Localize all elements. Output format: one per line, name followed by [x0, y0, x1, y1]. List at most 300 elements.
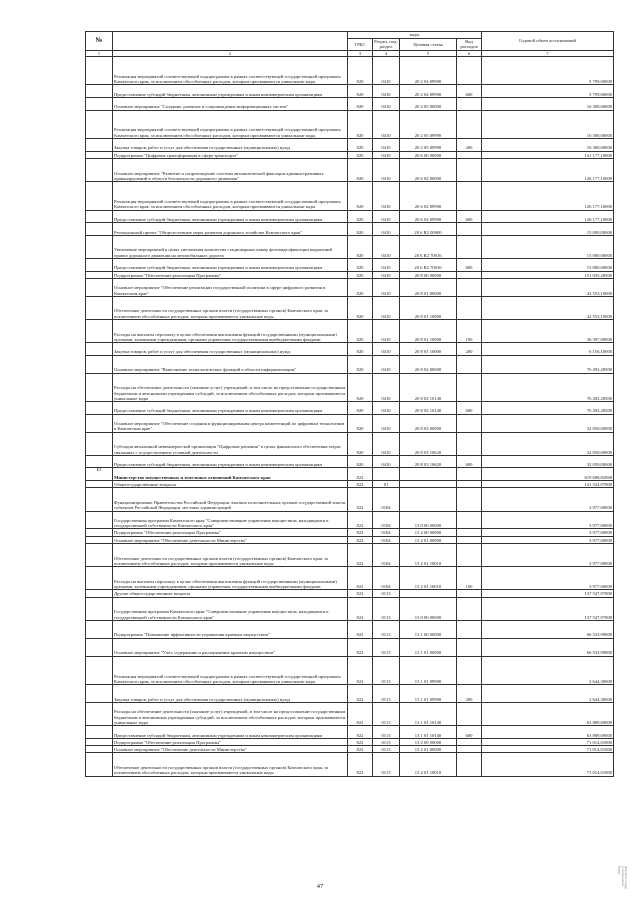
row-number [86, 402, 113, 415]
row-expense-type: 600 [457, 85, 482, 98]
row-number [86, 590, 113, 597]
row-number [86, 432, 113, 455]
row-grbs: 820 [348, 158, 373, 181]
row-target-article [400, 481, 457, 488]
row-section: 0410 [373, 278, 400, 296]
row-number [86, 638, 113, 656]
row-number [86, 726, 113, 739]
row-name: Предоставление субсидий бюджетным, автономным учреждениям и иным некоммерческим организациям [113, 210, 348, 223]
row-expense-type [457, 355, 482, 373]
table-row [86, 544, 614, 567]
row-section: 0113 [373, 753, 400, 776]
row-expense-type [457, 529, 482, 536]
row-target-article: 13 1 00 00000 [400, 620, 457, 638]
row-section: 0410 [373, 402, 400, 415]
row-name: Расходы на обеспечение деятельности (оказание услуг) учреждений, в том числе на предоставление государственным бюджетным и автономным учреждениям субсидий, за исключением обособленных расходов, которым присваиваются уникальные коды [113, 703, 348, 726]
row-target-article: 20 2 05 09990 [400, 110, 457, 139]
table-row [86, 468, 614, 481]
row-section: 0410 [373, 110, 400, 139]
row-target-article: 20 6 R2 00000 [400, 223, 457, 236]
row-target-article: 13 1 01 09990 [400, 685, 457, 703]
row-target-article [400, 468, 457, 481]
row-amount: 2 644,30000 [482, 685, 614, 703]
row-amount: 137 547,97000 [482, 597, 614, 620]
row-number [86, 85, 113, 98]
row-amount: 66 533,99000 [482, 638, 614, 656]
row-section: 0104 [373, 529, 400, 536]
row-grbs: 820 [348, 271, 373, 278]
row-target-article: 20 6 R2 70016 [400, 235, 457, 258]
row-name: Предоставление субсидий бюджетным, автономным учреждениям и иным некоммерческим организациям [113, 85, 348, 98]
row-expense-type: 100 [457, 320, 482, 343]
row-amount: 141 524,97000 [482, 481, 614, 488]
row-amount: 16 300,00000 [482, 139, 614, 152]
row-expense-type: 600 [457, 402, 482, 415]
row-amount: 32 050,00000 [482, 455, 614, 468]
row-expense-type [457, 488, 482, 511]
row-section: 0410 [373, 182, 400, 211]
row-target-article: 20 8 02 10140 [400, 373, 457, 402]
table-row [86, 746, 614, 753]
row-amount: 3 977,00000 [482, 536, 614, 543]
row-name: Основное мероприятие "Выполнение технологических функций в области информатизации" [113, 355, 348, 373]
row-number [86, 343, 113, 356]
row-target-article: 20 8 03 00000 [400, 414, 457, 432]
row-grbs: 822 [348, 738, 373, 745]
table-row [86, 656, 614, 685]
row-number [86, 355, 113, 373]
row-amount: 126 177,10000 [482, 158, 614, 181]
row-expense-type [457, 158, 482, 181]
row-section: 0104 [373, 488, 400, 511]
row-expense-type [457, 271, 482, 278]
row-section: 0410 [373, 355, 400, 373]
row-grbs: 820 [348, 139, 373, 152]
row-amount: 16 300,00000 [482, 110, 614, 139]
row-section: 0410 [373, 296, 400, 319]
row-target-article: 13 2 01 10010 [400, 544, 457, 567]
row-section: 0410 [373, 343, 400, 356]
table-row [86, 158, 614, 181]
column-index: 1 [86, 50, 113, 56]
table-row [86, 726, 614, 739]
row-expense-type [457, 656, 482, 685]
row-name: Расходы на выплаты персоналу в целях обеспечения выполнения функций государственными (муниципальными) органами, казенными учреждениями, органами управления государственными внебюджетными фондами [113, 320, 348, 343]
row-grbs: 822 [348, 753, 373, 776]
row-name: Основное мероприятие "Создание, развитие и сопровождение информационных систем" [113, 97, 348, 110]
row-name: Субсидия автономной некоммерческой организации "Цифровые решения" в целях финансового обеспечения затрат, связанных с осуществлением уставной деятельности [113, 432, 348, 455]
row-amount: 619 688,82968 [482, 468, 614, 481]
row-grbs: 822 [348, 511, 373, 529]
header-expense-type: Вид расходов [457, 39, 482, 51]
row-grbs: 820 [348, 56, 373, 85]
row-amount: 141 177,10000 [482, 151, 614, 158]
row-name: Предоставление субсидий бюджетным, автономным учреждениям и иным некоммерческим организациям [113, 402, 348, 415]
row-section: 0113 [373, 703, 400, 726]
row-target-article: 20 8 03 10620 [400, 432, 457, 455]
row-grbs: 820 [348, 182, 373, 211]
table-row [86, 56, 614, 85]
row-target-article: 20 2 05 09990 [400, 139, 457, 152]
row-name: Закупка товаров, работ и услуг для обеспечения государственных (муниципальных) нужд [113, 343, 348, 356]
row-amount: 66 533,99000 [482, 620, 614, 638]
table-row [86, 151, 614, 158]
table-row [86, 210, 614, 223]
row-number [86, 373, 113, 402]
row-target-article: 13 0 00 00000 [400, 511, 457, 529]
row-grbs: 822 [348, 529, 373, 536]
row-section: 0410 [373, 320, 400, 343]
row-grbs: 822 [348, 726, 373, 739]
row-number [86, 296, 113, 319]
row-number [86, 481, 113, 488]
table-row [86, 455, 614, 468]
row-grbs: 820 [348, 402, 373, 415]
row-grbs: 820 [348, 97, 373, 110]
row-name: Министерство имущественных и земельных отношений Камчатского края [113, 468, 348, 481]
table-row [86, 373, 614, 402]
table-row [86, 638, 614, 656]
row-amount: 151 035,28500 [482, 271, 614, 278]
row-amount: 3 977,00000 [482, 544, 614, 567]
table-row [86, 432, 614, 455]
row-name: Основное мероприятие "Обеспечение реализации государственной политики в сфере цифрового развития в Камчатском крае" [113, 278, 348, 296]
row-number [86, 110, 113, 139]
row-target-article: 13 1 01 09990 [400, 656, 457, 685]
page-number: 47 [316, 883, 324, 890]
row-number [86, 235, 113, 258]
row-grbs: 822 [348, 536, 373, 543]
row-amount: 2 644,30000 [482, 656, 614, 685]
row-section: 0113 [373, 685, 400, 703]
row-target-article: 20 6 02 09990 [400, 210, 457, 223]
row-expense-type [457, 182, 482, 211]
row-amount: 15 000,00000 [482, 259, 614, 272]
row-number [86, 746, 113, 753]
row-number [86, 271, 113, 278]
table-row [86, 488, 614, 511]
row-number [86, 278, 113, 296]
table-row [86, 703, 614, 726]
row-section: 0104 [373, 567, 400, 590]
row-grbs: 822 [348, 481, 373, 488]
row-grbs: 820 [348, 223, 373, 236]
row-name: Общегосударственные вопросы [113, 481, 348, 488]
table-row [86, 753, 614, 776]
row-grbs: 820 [348, 373, 373, 402]
row-name: Основное мероприятие "Обеспечение создания и функционирования центра компетенций по цифровым технологиям в Камчатском крае" [113, 414, 348, 432]
row-grbs: 822 [348, 597, 373, 620]
row-name: Основное мероприятие "Обеспечение деятельности Министерства" [113, 536, 348, 543]
row-target-article: 13 1 01 10140 [400, 726, 457, 739]
row-amount: 71 014,01000 [482, 753, 614, 776]
header-grbs: ГРБС [348, 39, 373, 51]
row-grbs: 820 [348, 210, 373, 223]
row-name: Реализация мероприятий соответствующей подпрограммы в рамках соответствующей государственной программы Камчатского края, за исключением обособленных расходов, которым присваиваются уникальные коды [113, 182, 348, 211]
row-number [86, 685, 113, 703]
row-number [86, 738, 113, 745]
row-amount: 3 977,00000 [482, 529, 614, 536]
row-amount: 76 492,28500 [482, 402, 614, 415]
row-expense-type [457, 511, 482, 529]
row-expense-type: 200 [457, 343, 482, 356]
row-grbs: 820 [348, 432, 373, 455]
row-number [86, 158, 113, 181]
row-section: 0410 [373, 259, 400, 272]
row-grbs: 820 [348, 455, 373, 468]
row-name: Реализация мероприятий соответствующей подпрограммы в рамках соответствующей государственной программы Камчатского края, за исключением обособленных расходов, которым присваиваются уникальные коды [113, 110, 348, 139]
row-expense-type [457, 753, 482, 776]
row-target-article: 20 8 02 10140 [400, 402, 457, 415]
row-section: 0410 [373, 235, 400, 258]
row-grbs: 820 [348, 278, 373, 296]
row-target-article: 13 1 01 10140 [400, 703, 457, 726]
table-row [86, 738, 614, 745]
row-grbs: 820 [348, 414, 373, 432]
row-name: Основное мероприятие "Развитие и сопровождение системы автоматической фиксации административных правонарушений в области безопасности дорожного движения" [113, 158, 348, 181]
row-target-article [400, 590, 457, 597]
row-section: 0113 [373, 597, 400, 620]
row-number [86, 223, 113, 236]
row-number [86, 597, 113, 620]
row-name: Предоставление субсидий бюджетным, автономным учреждениям и иным некоммерческим организациям [113, 726, 348, 739]
table-row [86, 529, 614, 536]
row-target-article: 20 6 02 00000 [400, 158, 457, 181]
table-row [86, 402, 614, 415]
row-grbs: 822 [348, 638, 373, 656]
row-amount: 15 000,00000 [482, 235, 614, 258]
row-name: Подпрограмма "Повышение эффективности управления краевым имуществом" [113, 620, 348, 638]
row-amount: 3 977,00000 [482, 488, 614, 511]
row-grbs: 820 [348, 320, 373, 343]
row-target-article: 20 2 04 09990 [400, 85, 457, 98]
row-target-article: 20 8 01 10000 [400, 320, 457, 343]
row-target-article: 13 2 01 10010 [400, 567, 457, 590]
row-name: Подпрограмма "Обеспечение реализации Программы" [113, 529, 348, 536]
row-name: Региональный проект "Общесистемные меры развития дорожного хозяйства Камчатского края" [113, 223, 348, 236]
row-number [86, 56, 113, 85]
row-expense-type: 600 [457, 455, 482, 468]
row-section: 0410 [373, 85, 400, 98]
row-amount: 71 014,01000 [482, 746, 614, 753]
row-expense-type [457, 746, 482, 753]
row-grbs: 820 [348, 151, 373, 158]
row-grbs: 822 [348, 567, 373, 590]
row-target-article: 20 6 R2 70016 [400, 259, 457, 272]
row-target-article: 20 6 00 00000 [400, 151, 457, 158]
table-row [86, 481, 614, 488]
column-index: 4 [373, 50, 400, 56]
table-row [86, 259, 614, 272]
row-number [86, 139, 113, 152]
table-row [86, 235, 614, 258]
row-expense-type [457, 703, 482, 726]
electronic-doc-note: Документ создан в электронной форме [617, 866, 628, 890]
row-amount: 3 977,00000 [482, 567, 614, 590]
column-index: 3 [348, 50, 373, 56]
row-amount: 126 177,10000 [482, 210, 614, 223]
header-number: № [86, 32, 113, 51]
header-annual-volume: Годовой объем ассигнований [482, 32, 614, 51]
row-number: 17 [86, 468, 113, 481]
row-number [86, 656, 113, 685]
row-expense-type [457, 468, 482, 481]
row-amount: 63 889,69000 [482, 703, 614, 726]
row-target-article: 20 8 01 10000 [400, 343, 457, 356]
row-section: 0410 [373, 223, 400, 236]
row-name: Обеспечение деятельности государственных органов власти (государственных органов) Камчатского края, за исключением обособленных расходов, которым присваиваются уникальные коды [113, 296, 348, 319]
row-grbs: 822 [348, 703, 373, 726]
row-amount: 137 547,97000 [482, 590, 614, 597]
header-row-top [86, 32, 614, 39]
row-grbs: 822 [348, 488, 373, 511]
table-row [86, 110, 614, 139]
row-amount: 5 799,00000 [482, 56, 614, 85]
table-row [86, 97, 614, 110]
row-number [86, 536, 113, 543]
row-grbs: 822 [348, 685, 373, 703]
row-section [373, 468, 400, 481]
row-amount: 16 300,00000 [482, 97, 614, 110]
row-expense-type [457, 620, 482, 638]
row-number [86, 567, 113, 590]
row-number [86, 259, 113, 272]
row-grbs: 820 [348, 85, 373, 98]
row-grbs: 820 [348, 110, 373, 139]
row-expense-type: 100 [457, 567, 482, 590]
row-number [86, 544, 113, 567]
header-codes: коды [348, 32, 482, 39]
row-target-article: 20 6 02 09990 [400, 182, 457, 211]
row-expense-type: 600 [457, 210, 482, 223]
column-index: 2 [113, 50, 348, 56]
row-name: Подпрограмма "Обеспечение реализации Программы" [113, 271, 348, 278]
row-expense-type [457, 414, 482, 432]
row-target-article: 20 8 03 10620 [400, 455, 457, 468]
row-expense-type [457, 432, 482, 455]
table-row [86, 343, 614, 356]
row-grbs: 820 [348, 259, 373, 272]
row-target-article: 20 2 04 09990 [400, 56, 457, 85]
row-amount: 36 397,00000 [482, 320, 614, 343]
row-amount: 76 492,28500 [482, 355, 614, 373]
row-amount: 15 000,00000 [482, 223, 614, 236]
row-name: Реализация мероприятий соответствующей подпрограммы в рамках соответствующей государственной программы Камчатского края, за исключением обособленных расходов, которым присваиваются уникальные коды [113, 56, 348, 85]
table-row [86, 590, 614, 597]
row-number [86, 210, 113, 223]
row-target-article: 20 8 01 00000 [400, 278, 457, 296]
row-section: 0410 [373, 158, 400, 181]
column-index: 7 [482, 50, 614, 56]
row-expense-type [457, 223, 482, 236]
row-expense-type [457, 590, 482, 597]
row-section: 0104 [373, 544, 400, 567]
row-name: Обеспечение деятельности государственных органов власти (государственных органов) Камчатского края, за исключением обособленных расходов, которым присваиваются уникальные коды [113, 544, 348, 567]
row-name: Подпрограмма "Цифровая трансформация в сфере транспорта" [113, 151, 348, 158]
row-section: 0113 [373, 726, 400, 739]
row-section: 0104 [373, 536, 400, 543]
header-target-article: Целевая статья [400, 39, 457, 51]
row-expense-type [457, 296, 482, 319]
row-grbs: 822 [348, 656, 373, 685]
row-expense-type [457, 278, 482, 296]
row-expense-type [457, 151, 482, 158]
table-row [86, 414, 614, 432]
row-number [86, 488, 113, 511]
row-section: 0113 [373, 746, 400, 753]
table-row [86, 511, 614, 529]
row-section: 0104 [373, 511, 400, 529]
table-row [86, 620, 614, 638]
table-row [86, 296, 614, 319]
row-section: 0410 [373, 432, 400, 455]
row-section: 0410 [373, 210, 400, 223]
row-amount: 126 177,10000 [482, 182, 614, 211]
row-section: 0410 [373, 271, 400, 278]
row-expense-type: 200 [457, 685, 482, 703]
row-target-article: 20 8 02 00000 [400, 355, 457, 373]
row-name: Государственная программа Камчатского края "Совершенствование управления имуществом, находящимся в государственной собственности Камчатского края" [113, 597, 348, 620]
row-target-article: 13 2 01 10010 [400, 753, 457, 776]
row-expense-type: 600 [457, 259, 482, 272]
table-row [86, 685, 614, 703]
row-expense-type [457, 638, 482, 656]
row-target-article: 20 8 01 10000 [400, 296, 457, 319]
row-section: 0113 [373, 656, 400, 685]
row-name: Увеличение мероприятий в целях увеличения количества стационарных камер фотовидеофиксации нарушений правил дорожного движения на автомобильных дорогах [113, 235, 348, 258]
row-target-article [400, 488, 457, 511]
row-expense-type: 600 [457, 726, 482, 739]
row-section: 0410 [373, 97, 400, 110]
table-row [86, 139, 614, 152]
table-row [86, 271, 614, 278]
row-number [86, 455, 113, 468]
row-expense-type [457, 110, 482, 139]
row-name: Предоставление субсидий бюджетным, автономным учреждениям и иным некоммерческим организациям [113, 455, 348, 468]
row-amount: 5 799,00000 [482, 85, 614, 98]
row-section: 0410 [373, 414, 400, 432]
row-name: Закупка товаров, работ и услуг для обеспечения государственных (муниципальных) нужд [113, 139, 348, 152]
row-name: Обеспечение деятельности государственных органов власти (государственных органов) Камчатского края, за исключением обособленных расходов, которым присваиваются уникальные коды [113, 753, 348, 776]
row-target-article: 13 2 00 00000 [400, 529, 457, 536]
row-amount: 32 050,00000 [482, 414, 614, 432]
table-row [86, 597, 614, 620]
row-target-article: 13 2 01 00000 [400, 536, 457, 543]
row-expense-type [457, 597, 482, 620]
row-section: 0113 [373, 638, 400, 656]
row-amount: 6 156,10000 [482, 343, 614, 356]
row-name: Функционирование Правительства Российской Федерации, высших исполнительных органов государственной власти субъектов Российской Федерации, местных администраций [113, 488, 348, 511]
row-grbs: 820 [348, 296, 373, 319]
row-amount: 42 553,10000 [482, 278, 614, 296]
row-amount: 3 977,00000 [482, 511, 614, 529]
row-expense-type [457, 544, 482, 567]
row-name: Закупка товаров, работ и услуг для обеспечения государственных (муниципальных) нужд [113, 685, 348, 703]
row-number [86, 753, 113, 776]
table-row [86, 567, 614, 590]
row-amount: 63 889,69000 [482, 726, 614, 739]
row-target-article: 13 1 01 00000 [400, 638, 457, 656]
row-section: 0410 [373, 455, 400, 468]
row-expense-type [457, 235, 482, 258]
row-number [86, 182, 113, 211]
table-row [86, 85, 614, 98]
row-number [86, 97, 113, 110]
row-target-article: 20 2 05 00000 [400, 97, 457, 110]
header-name [113, 32, 348, 51]
row-name: Подпрограмма "Обеспечение реализации Программы" [113, 738, 348, 745]
row-section: 0410 [373, 56, 400, 85]
